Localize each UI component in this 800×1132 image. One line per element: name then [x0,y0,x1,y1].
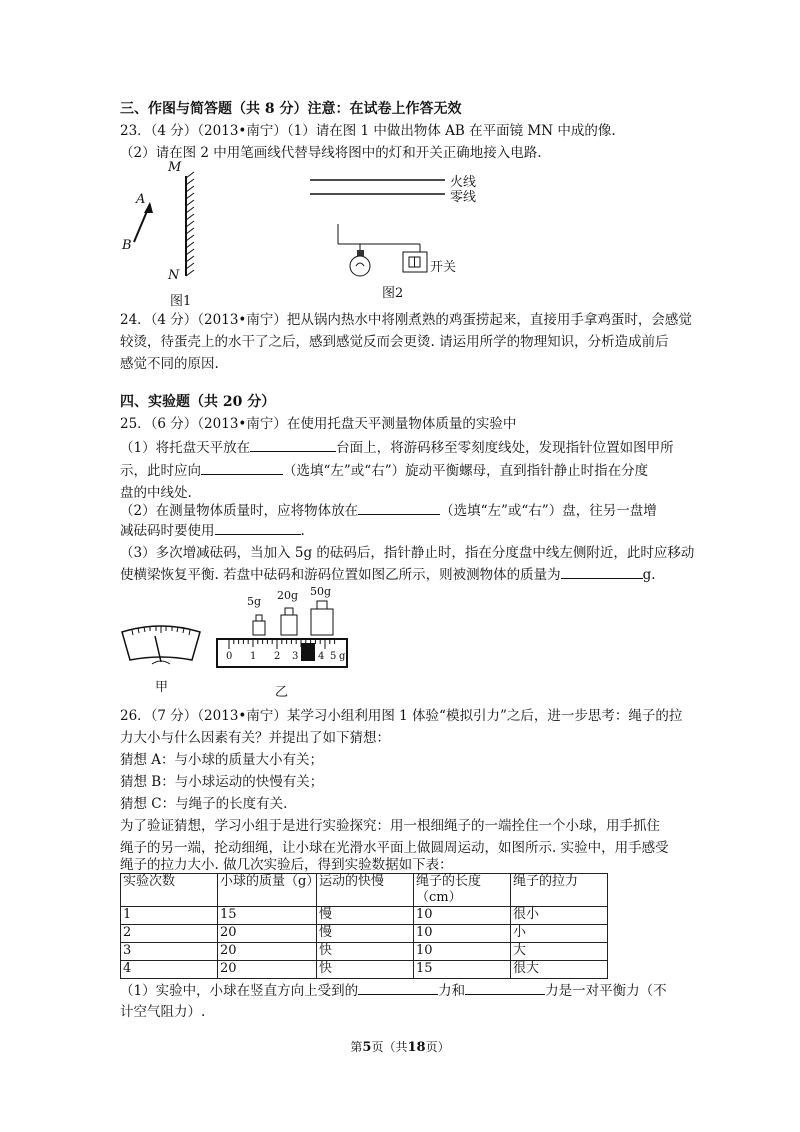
scale-number: 2 [274,651,281,662]
text: g. [642,567,656,583]
table-header-cell: 小球的质量（g） [218,874,317,907]
q25-part-2-line-2 [120,520,305,541]
figure-yi-weights [215,585,355,700]
scale-number: 3 [292,651,299,662]
table-row [121,925,608,943]
table-cell: 10 [414,925,511,943]
q26-para-line-2: 绳子的另一端，抡动细绳，让小球在光滑水平面上做圆周运动，如图所示. 实验中，用手感受 [120,840,669,856]
table-row [121,943,608,961]
q25-line-1: 25．（6 分）（2013•南宁）在使用托盘天平测量物体质量的实验中 [120,416,517,432]
table-row [121,907,608,925]
weight-50g-label: 50g [310,585,332,598]
table-cell: 20 [218,943,317,961]
neutral-wire-label: 零线 [450,190,477,205]
q26-guess-b: 猜想 B：与小球运动的快慢有关； [120,774,324,790]
table-cell: 4 [121,961,218,979]
figure-jia-caption: 甲 [155,680,169,695]
text: 第 [350,1040,363,1054]
scale-number: 0 [226,651,233,662]
text: （cm） [416,890,462,905]
table-header-cell: 运动的快慢 [317,874,414,907]
table-cell: 1 [121,907,218,925]
section-4-title: 四、实验题（共 20 分） [120,394,276,410]
text: 台面上，将游码移至零刻度线处，发现指针位置如图甲所 [336,440,674,456]
q26-guess-a: 猜想 A：与小球的质量大小有关； [120,752,324,768]
text: 使横梁恢复平衡. 若盘中砝码和游码位置如图乙所示，则被测物体的质量为 [120,567,561,583]
page-footer [0,1038,800,1055]
q26-guess-c: 猜想 C：与绳子的长度有关. [120,796,288,812]
text: 页） [425,1040,450,1054]
answer-blank-mass[interactable] [561,564,643,579]
q24-line-1: 24．（4 分）（2013•南宁）把从锅内热水中将刚煮熟的鸡蛋捞起来，直接用手拿鸡蛋时，会感觉 [120,312,692,328]
table-cell: 大 [511,943,608,961]
table-header-cell: 实验次数 [121,874,218,907]
figure-2-caption: 图2 [382,286,404,301]
answer-blank-force-2[interactable] [465,980,545,995]
table-cell: 20 [218,925,317,943]
table-cell: 很大 [511,961,608,979]
table-cell: 慢 [317,925,414,943]
text: 力和 [438,983,466,999]
q24-line-2: 较烫，待蛋壳上的水干了之后，感到感觉反而会更烫. 请运用所学的物理知识，分析造成前后 [120,334,669,350]
answer-blank-surface[interactable] [250,437,336,452]
dial-diagram [118,618,204,670]
live-wire-label: 火线 [450,175,477,190]
table-cell: 3 [121,943,218,961]
label-b: B [122,238,132,253]
q25-part-3-line-2 [120,564,656,585]
figure-jia-dial [118,618,204,698]
scale-unit: g [339,651,346,662]
table-cell: 很小 [511,907,608,925]
total-pages: 18 [407,1040,426,1055]
q26-line-1: 26．（7 分）（2013•南宁）某学习小组利用图 1 体验“模拟引力”之后，进一步思考：绳子的拉 [120,708,683,724]
table-cell: 2 [121,925,218,943]
figure-1-mirror [110,158,220,309]
text: 减砝码时要使用 [120,523,215,539]
table-header-cell [414,874,511,907]
table-header-row [121,874,608,907]
label-n: N [168,268,180,283]
weight-20g-label: 20g [277,589,299,602]
answer-blank-pan[interactable] [358,500,440,515]
scale-number: 1 [250,651,257,662]
text: 绳子的长度 [416,874,482,889]
text: （1）实验中，小球在竖直方向上受到的 [120,983,359,999]
table-cell: 小 [511,925,608,943]
q25-part-3-line-1: （3）多次增减砝码，当加入 5g 的砝码后，指针静止时，指在分度盘中线左侧附近，此时应移动 [120,545,695,561]
section-3-title: 三、作图与简答题（共 8 分）注意：在试卷上作答无效 [120,101,462,117]
text: . [300,523,305,539]
figure-yi-caption: 乙 [275,685,289,700]
table-cell: 10 [414,907,511,925]
text: 示，此时应向 [120,463,201,479]
table-cell: 快 [317,943,414,961]
q25-part-1-line-3: 盘的中线处. [120,485,192,501]
table-row [121,961,608,979]
q26-part-1-line-2: 计空气阻力）. [120,1004,206,1020]
figure-2-circuit [300,160,500,300]
scale-number: 4 [318,651,325,662]
answer-blank-direction[interactable] [201,460,283,475]
answer-blank-tool[interactable] [215,520,301,535]
q23-line-2: （2）请在图 2 中用笔画线代替导线将图中的灯和开关正确地接入电路. [120,145,542,161]
label-a: A [136,192,146,207]
table-cell: 慢 [317,907,414,925]
q25-part-1-line-1 [120,437,674,458]
q23-line-1: 23．（4 分）（2013•南宁）（1）请在图 1 中做出物体 AB 在平面镜 MN 中成的像. [120,123,616,139]
q26-part-1-line-1 [120,980,667,1001]
text: 页（共 [371,1040,408,1054]
text: （选填“左”或“右”）旋动平衡螺母，直到指针静止时指在分度 [283,463,649,479]
figure-1-caption: 图1 [170,294,192,309]
q26-para-line-3: 绳子的拉力大小. 做几次实验后，得到实验数据如下表： [120,857,453,873]
experiment-data-table [120,873,608,979]
switch-label: 开关 [430,260,457,275]
text: （1）将托盘天平放在 [120,440,251,456]
weight-5g-label: 5g [247,595,262,608]
q25-part-2-line-1 [120,500,657,521]
answer-blank-force-1[interactable] [358,980,438,995]
table-cell: 15 [218,907,317,925]
q25-part-1-line-2 [120,460,648,481]
table-cell: 快 [317,961,414,979]
q24-line-3: 感觉不同的原因. [120,356,219,372]
label-m: M [168,160,182,175]
mirror-diagram [110,158,220,306]
table-cell: 10 [414,943,511,961]
page-number: 5 [362,1040,372,1055]
text: 力是一对平衡力（不 [545,983,667,999]
q26-line-2: 力大小与什么因素有关？并提出了如下猜想： [120,730,390,746]
text: （2）在测量物体质量时，应将物体放在 [120,503,359,519]
table-cell: 20 [218,961,317,979]
text: （选填“左”或“右”）盘，往另一盘增 [440,503,657,519]
table-cell: 15 [414,961,511,979]
table-header-cell: 绳子的拉力 [511,874,608,907]
scale-number: 5 [330,651,337,662]
q26-para-line-1: 为了验证猜想，学习小组于是进行实验探究：用一根细绳子的一端拴住一个小球，用手抓住 [120,818,660,834]
